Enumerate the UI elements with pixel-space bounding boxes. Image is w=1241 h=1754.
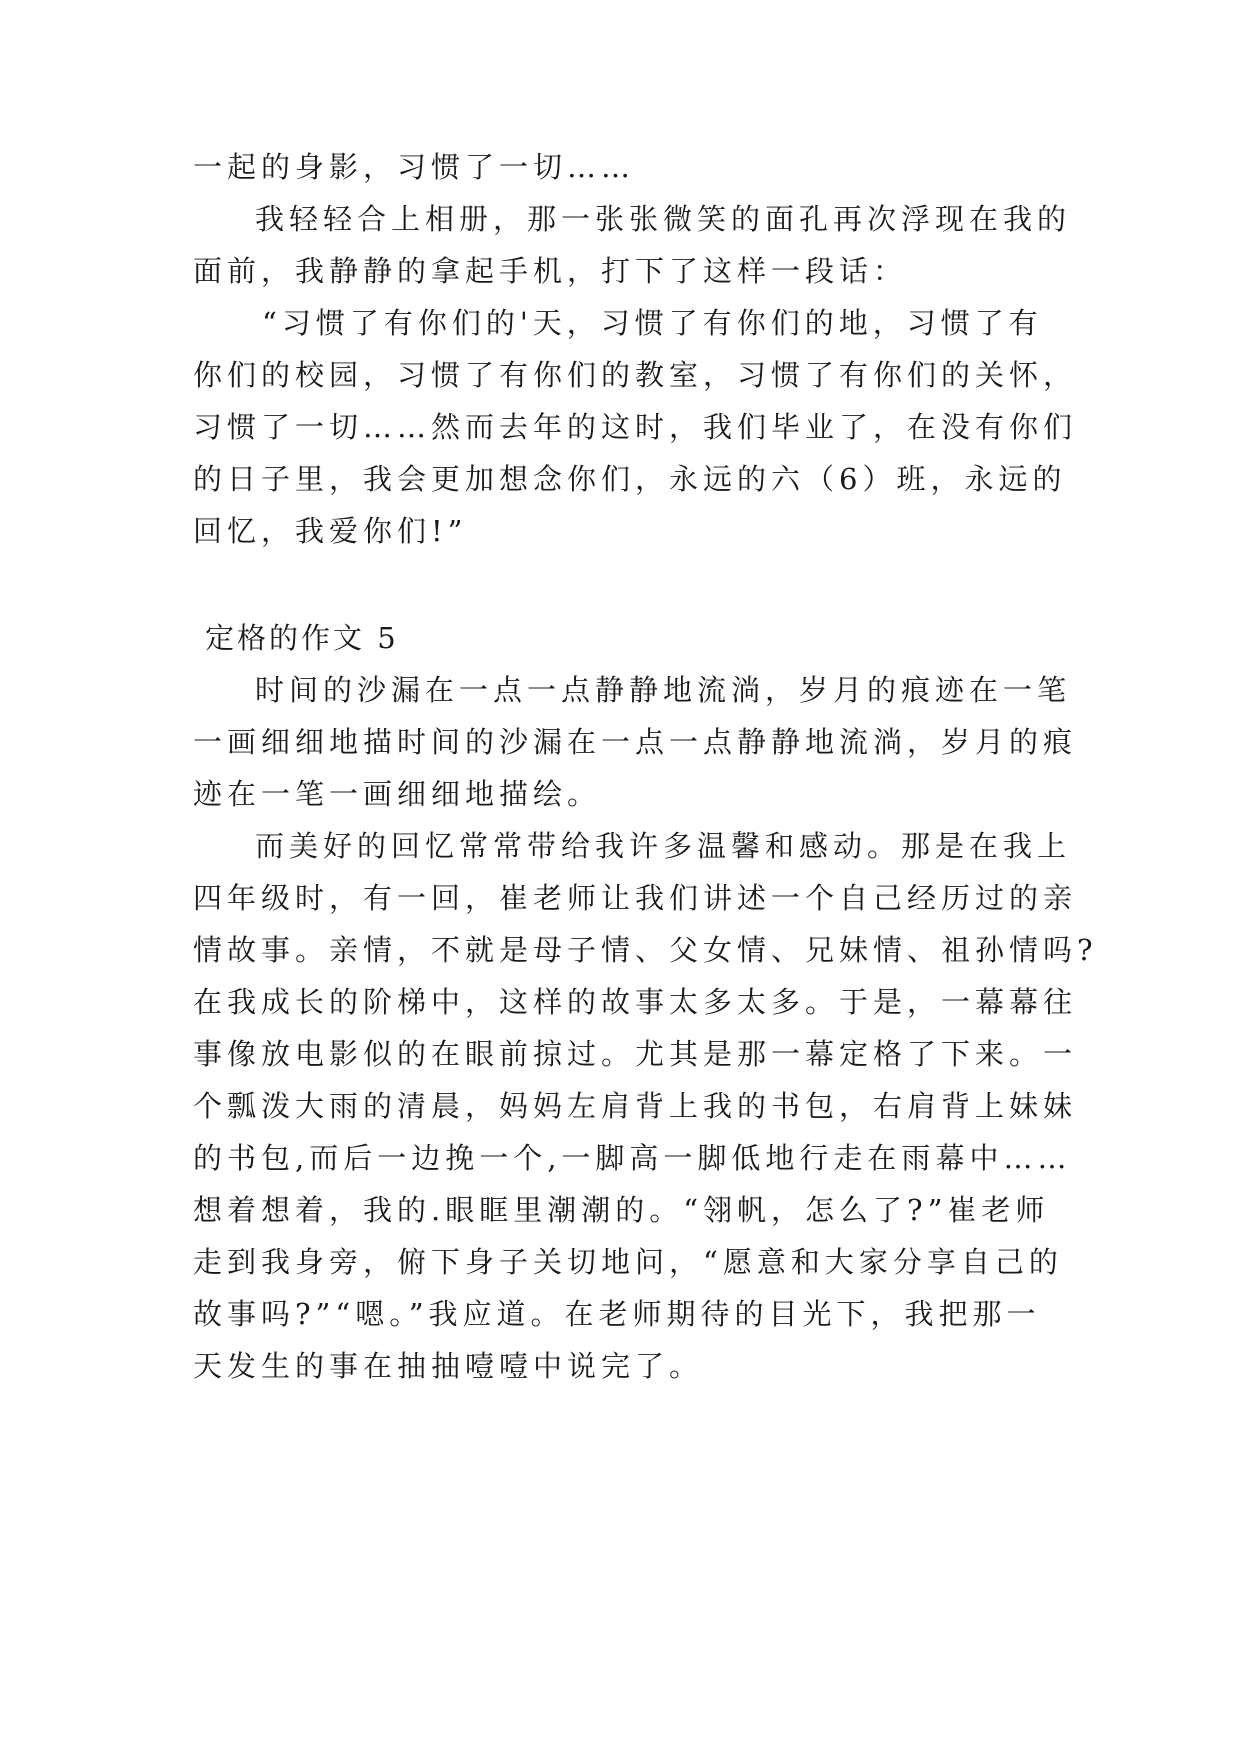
text-line: 事像放电影似的在眼前掠过。尤其是那一幕定格了下来。一: [193, 1037, 1078, 1071]
text-line: 情故事。亲情，不就是母子情、父女情、兄妹情、祖孙情吗?: [193, 933, 1098, 967]
text-line: 个瓢泼大雨的清晨，妈妈左肩背上我的书包，右肩背上妹妹: [193, 1089, 1078, 1123]
text-line: 迹在一笔一画细细地描绘。: [193, 777, 602, 811]
text-line: 的日子里，我会更加想念你们，永远的六（6）班，永远的: [193, 462, 1067, 496]
section-heading: 定格的作文 5: [205, 621, 399, 655]
text-line: 天发生的事在抽抽噎噎中说完了。: [193, 1349, 704, 1383]
text-line: 四年级时，有一回，崔老师让我们讲述一个自己经历过的亲: [193, 881, 1078, 915]
text-line: 的书包,而后一边挽一个,一脚高一脚低地行走在雨幕中……: [193, 1141, 1072, 1175]
text-line: 在我成长的阶梯中，这样的故事太多太多。于是，一幕幕往: [193, 985, 1078, 1019]
text-line: 时间的沙漏在一点一点静静地流淌，岁月的痕迹在一笔: [255, 673, 1072, 707]
text-line: 走到我身旁，俯下身子关切地问，“愿意和大家分享自己的: [193, 1245, 1063, 1279]
text-line: 故事吗?”“嗯。”我应道。在老师期待的目光下，我把那一: [193, 1297, 1041, 1331]
text-line: 我轻轻合上相册，那一张张微笑的面孔再次浮现在我的: [255, 202, 1072, 236]
text-line: 回忆，我爱你们!”: [193, 514, 468, 548]
text-line: 而美好的回忆常常带给我许多温馨和感动。那是在我上: [255, 829, 1072, 863]
text-line: 面前，我静静的拿起手机，打下了这样一段话：: [193, 254, 908, 288]
text-line: 一起的身影，习惯了一切……: [193, 150, 636, 184]
text-line: 你们的校园，习惯了有你们的教室，习惯了有你们的关怀，: [193, 358, 1078, 392]
text-line: 想着想着，我的.眼眶里潮潮的。“翎帆，怎么了?”崔老师: [193, 1193, 1050, 1227]
text-line: “习惯了有你们的'天，习惯了有你们的地，习惯了有: [262, 306, 1043, 340]
text-line: 一画细细地描时间的沙漏在一点一点静静地流淌，岁月的痕: [193, 725, 1078, 759]
text-line: 习惯了一切……然而去年的这时，我们毕业了，在没有你们: [193, 410, 1078, 444]
